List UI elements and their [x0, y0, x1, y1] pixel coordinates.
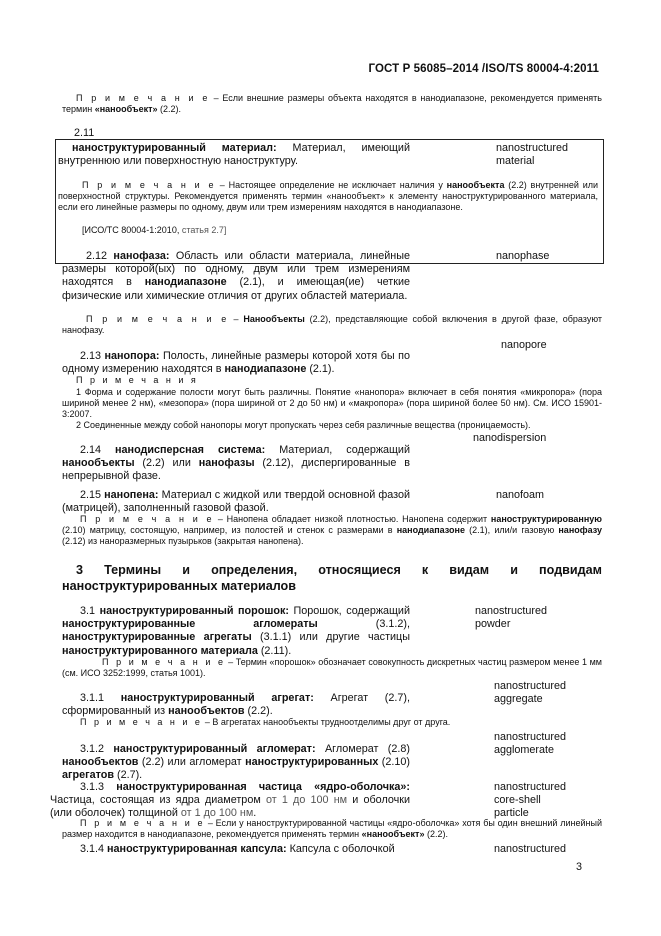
term-name: наноструктурированный материал:: [72, 142, 277, 154]
term-definition-3-1-3: 3.1.3 наноструктурированная частица «ядро-оболочка»: Частица, состоящая из ядра диаметром от 1 до 100 нм и оболочки (или оболочек) толщиной от 1 до 100 нм.: [50, 781, 411, 820]
english-term-2-13: nanopore: [501, 339, 547, 351]
english-term-3-1-3: nanostructured core-shell particle: [494, 781, 567, 820]
english-term-3-1-4: nanostructured: [494, 843, 567, 855]
entry-number: 2.11: [74, 127, 95, 139]
note-nanoobject: П р и м е ч а н и е – Если внешние размеры объекта находятся в нанодиапазоне, рекомендуется применять термин «нанообъект» (2.2).: [62, 93, 602, 115]
term-definition-3-1-4: 3.1.4 наноструктурированная капсула: Капсула с оболочкой: [80, 843, 395, 855]
term-definition-2-15: 2.15 нанопена: Материал с жидкой или твердой основной фазой (матрицей), заполненный газовой фазой.: [62, 489, 411, 515]
note-2-15: П р и м е ч а н и е – Нанопена обладает низкой плотностью. Нанопена содержит наноструктурированную (2.10) матрицу, состоящую, например, из полостей и стенок с размерами в нанодиапазоне (2.1), или/и газовую нанофазу (2.12) из наноразмерных пузырьков (закрытая нанопена).: [62, 514, 602, 547]
note-label: П р и м е ч а н и е: [76, 93, 210, 103]
note-2-11: П р и м е ч а н и е – Настоящее определение не исключает наличия у нанообъекта (2.2) внутренней или поверхностной структуры. Рекомендуется применять термин «нанообъект» к элементу наноструктурированного материала, если его линейные размеры по одному, двум или трем измерениям находятся в нанодиапазоне.: [58, 180, 599, 213]
english-term-3-1-1: nanostructured aggregate: [494, 680, 567, 706]
section-3-heading: 3 Термины и определения, относящиеся к видам и подвидам наноструктурированных материалов: [62, 563, 602, 593]
english-term-2-11: nanostructured material: [496, 142, 569, 168]
english-term-2-15: nanofoam: [496, 489, 545, 501]
term-definition-3-1-1: 3.1.1 наноструктурированный агрегат: Агрегат (2.7), сформированный из нанообъектов (2.2).: [62, 692, 411, 718]
source-reference-2-11: [ИСО/ТС 80004-1:2010, статья 2.7]: [82, 225, 227, 235]
term-definition-2-11: наноструктурированный материал: Материал, имеющий внутреннюю или поверхностную наноструктуру.: [58, 142, 410, 168]
page-number: 3: [576, 861, 583, 873]
term-definition-2-12: 2.12 нанофаза: Область или области материала, линейные размеры которой(ых) по одному, двум или трем измерениям находятся в нанодиапазоне (2.1), и имеющая(ие) четкие физические или химические отличия от других областей материала.: [62, 250, 410, 302]
note-2-13-1: 1 Форма и содержание полости могут быть различны. Понятие «нанопора» включает в себя понятия «микропора» (пора шириной менее 2 нм), «мезопора» (пора шириной от 2 до 50 нм) и «макропора» (пора шириной более 50 нм). См. ИСО 15901-3:2007.: [62, 387, 602, 420]
english-term-2-14: nanodispersion: [473, 432, 547, 444]
term-definition-2-13: 2.13 нанопора: Полость, линейные размеры которой хотя бы по одному измерению находятся в нанодиапазоне (2.1).: [62, 350, 410, 376]
term-definition-3-1: 3.1 наноструктурированный порошок: Порошок, содержащий наноструктурированные агломераты (3.1.2), наноструктурированные агрегаты (3.1.1) или другие частицы наноструктурированного материала (2.11).: [62, 605, 410, 657]
note-3-1: П р и м е ч а н и е – Термин «порошок» обозначает совокупность дискретных частиц размером менее 1 мм (см. ИСО 3252:1999, статья 1001).: [62, 657, 602, 679]
notes-label-2-13: П р и м е ч а н и я: [76, 375, 199, 385]
term-definition-3-1-2: 3.1.2 наноструктурированный агломерат: Агломерат (2.8) нанообъектов (2.2) или агломерат наноструктурированных (2.10) агрегатов (2.7).: [62, 743, 410, 782]
document-header: ГОСТ Р 56085–2014 /ISO/TS 80004-4:2011: [368, 63, 599, 75]
term-definition-2-14: 2.14 нанодисперсная система: Материал, содержащий нанообъекты (2.2) или нанофазы (2.12), диспергированные в непрерывной фазе.: [62, 444, 410, 483]
note-3-1-1: П р и м е ч а н и е – В агрегатах нанообъекты трудноотделимы друг от друга.: [80, 717, 451, 727]
note-3-1-3: П р и м е ч а н и е – Если у наноструктурированной частицы «ядро-оболочка» хотя бы один внешний линейный размер находится в нанодиапазоне, рекомендуется применять термин «нанообъект» (2.2).: [62, 818, 603, 840]
note-2-12: П р и м е ч а н и е – Нанообъекты (2.2), представляющие собой включения в другой фазе, образуют нанофазу.: [62, 314, 602, 336]
english-term-2-12: nanophase: [496, 250, 550, 262]
english-term-3-1-2: nanostructured agglomerate: [494, 731, 567, 757]
note-2-13-2: 2 Соединенные между собой нанопоры могут пропускать через себя различные вещества (проницаемость).: [76, 420, 531, 430]
english-term-3-1: nanostructured powder: [475, 605, 548, 631]
